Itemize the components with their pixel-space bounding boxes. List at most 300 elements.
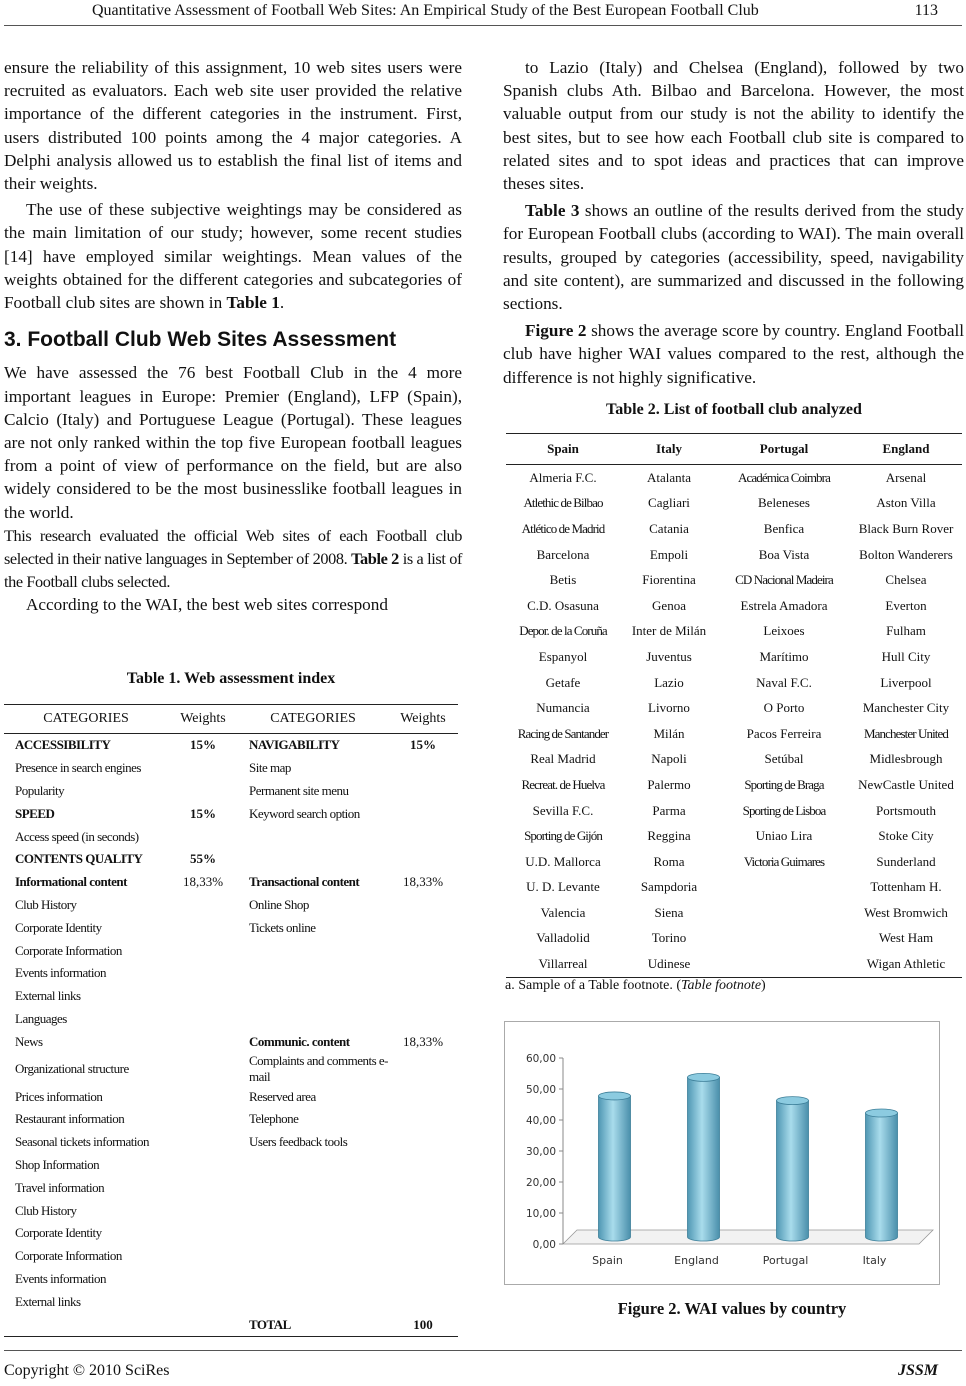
table-row [4, 985, 458, 1008]
table-cell: Tottenham H. [870, 879, 942, 895]
y-tick-label: 50,00 [525, 1084, 556, 1096]
table-cell: Palermo [647, 776, 691, 792]
paragraph: to Lazio (Italy) and Chelsea (England), followed by two Spanish clubs Ath. Bilbao and Barcelona. However, the most valuable output from our study is not the ability to identify the best sites, but to see how each Football club site is compared to related sites and to spot ideas and practices that can improve theses sites. [503, 58, 964, 194]
table-cell [388, 1176, 458, 1199]
right-column-text [503, 56, 964, 389]
table-cell: Black Burn Rover [858, 520, 954, 536]
table-row [506, 644, 962, 670]
table-row [4, 848, 458, 871]
table-cell: Restaurant information [15, 1111, 125, 1127]
bar-chart [505, 1022, 939, 1284]
table-row [4, 1108, 458, 1131]
table-row [4, 1176, 458, 1199]
table-cell: Setúbal [764, 751, 804, 767]
table-cell [168, 1053, 238, 1085]
table-cell: 18,33% [402, 874, 444, 890]
table-cell: Depor. de la Coruña [519, 623, 607, 639]
bar-spain [599, 1092, 631, 1241]
header-cell: Spain [506, 434, 620, 465]
table-cell: Inter de Milán [631, 623, 707, 639]
table-cell [238, 962, 388, 985]
table-row [506, 849, 962, 875]
paragraph-text: shows an outline of the results derived from the study for European Football clubs (according to WAI). The main overall results, grouped by categories (accessibility, speed, navigability and site content), are summarized and discussed in the following sections. [503, 201, 964, 314]
table-cell: C.D. Osasuna [527, 597, 599, 613]
bar-body [777, 1101, 809, 1241]
table-cell: 15% [190, 805, 216, 821]
table-cell: Livorno [648, 700, 690, 716]
table-cell: Racing de Santander [517, 725, 609, 741]
table-cell [388, 1245, 458, 1268]
table-cell: Udinese [620, 951, 718, 977]
header-cell: CATEGORIES [238, 705, 388, 734]
table-row [506, 619, 962, 645]
table-cell [388, 1085, 458, 1108]
table-cell: Villarreal [506, 951, 620, 977]
table-cell: Atalanta [646, 469, 692, 485]
table-cell: Leixoes [763, 623, 805, 639]
footnote-text: a. Sample of a Table footnote. ( [505, 978, 682, 993]
table-cell: Uniao Lira [755, 828, 813, 844]
table-cell: 18,33% [182, 874, 224, 890]
table-cell [388, 1154, 458, 1177]
table-cell: Milán [653, 725, 685, 741]
table-row [506, 593, 962, 619]
paragraph [503, 199, 964, 315]
table-cell: Benfica [763, 520, 805, 536]
table-cell [238, 1268, 388, 1291]
table-cell [388, 1131, 458, 1154]
table-cell: Pacos Ferreira [746, 725, 822, 741]
table-row [4, 825, 458, 848]
table-cell [168, 1290, 238, 1313]
table-cell: Reserved area [249, 1088, 316, 1104]
footer-rule [4, 1350, 962, 1351]
table-row [4, 1313, 458, 1336]
table-cell: CONTENTS QUALITY [15, 851, 143, 867]
table-cell: ACCESSIBILITY [15, 737, 111, 753]
table-cell [168, 1222, 238, 1245]
table-cell: Liverpool [880, 674, 932, 690]
table-cell: 18,33% [402, 1033, 444, 1049]
table-cell: Almeria F.C. [529, 469, 597, 485]
table-cell: Sporting de Lisboa [742, 802, 826, 818]
bar-top [599, 1092, 631, 1100]
x-tick-label: Spain [592, 1254, 623, 1267]
table-row [506, 516, 962, 542]
header-cell: Italy [620, 434, 718, 465]
paragraph [4, 198, 462, 314]
table-cell: Valladolid [536, 930, 590, 946]
table-cell [238, 848, 388, 871]
table-cell: Sporting de Gijón [524, 828, 602, 844]
table-cell [168, 780, 238, 803]
x-tick-label: England [674, 1254, 719, 1267]
table-cell: Keyword search option [249, 805, 360, 821]
table-cell: Communic. content [249, 1033, 350, 1049]
table-cell: 15% [190, 737, 216, 753]
table-cell: Victoria Guimares [743, 853, 825, 869]
table-cell [168, 1199, 238, 1222]
left-column-text [4, 56, 462, 617]
table-row [506, 772, 962, 798]
table-cell: External links [15, 1293, 81, 1309]
table-cell: Corporate Identity [15, 919, 102, 935]
table-cell: Online Shop [249, 896, 309, 912]
table-cell: Betis [549, 572, 577, 588]
table-row [4, 1008, 458, 1031]
table-cell: Shop Information [15, 1156, 100, 1172]
table-cell [168, 1131, 238, 1154]
table-row [4, 734, 458, 757]
table-reference: Table 1 [226, 293, 280, 313]
web-assessment-table [4, 704, 458, 1337]
bar-body [688, 1077, 720, 1241]
table-cell: Naval F.C. [756, 674, 812, 690]
table-cell: Fiorentina [642, 572, 696, 588]
journal-name: JSSM [897, 1362, 938, 1379]
table-row [4, 1053, 458, 1085]
table-cell: Events information [15, 1270, 107, 1286]
paragraph: According to the WAI, the best web sites correspond [26, 595, 388, 615]
table-cell: Atlético de Madrid [521, 520, 605, 536]
paragraph-text: shows the average score by country. England Football club have higher WAI values compared to the rest, although the difference is not highly significative. [503, 321, 964, 387]
table-cell: Telephone [249, 1111, 299, 1127]
table-cell: Juventus [646, 648, 692, 664]
table-row [506, 926, 962, 952]
table-footnote [505, 978, 766, 994]
table-cell: Access speed (in seconds) [15, 828, 139, 844]
table-cell [238, 1008, 388, 1031]
table-cell: NewCastle United [858, 776, 954, 792]
table-cell: U. D. Levante [526, 879, 600, 895]
table-cell: Midlesbrough [869, 751, 943, 767]
running-title: Quantitative Assessment of Football Web Sites: An Empirical Study of the Best European Football Club [92, 2, 759, 19]
figure-reference: Figure 2 [525, 321, 587, 341]
table-row [4, 780, 458, 803]
table-cell: Permanent site menu [249, 782, 349, 798]
table-cell [168, 894, 238, 917]
table-cell: Users feedback tools [249, 1134, 348, 1150]
y-tick-label: 20,00 [525, 1177, 556, 1189]
table-cell [388, 894, 458, 917]
table-cell [168, 1085, 238, 1108]
footnote-italic: Table footnote [681, 978, 762, 993]
table-cell: Events information [15, 965, 107, 981]
table-cell [388, 780, 458, 803]
table-cell: Corporate Information [15, 942, 122, 958]
table2-caption: Table 2. List of football club analyzed [606, 401, 862, 418]
table-cell [168, 1313, 238, 1336]
table-cell: U.D. Mallorca [525, 853, 601, 869]
table-row [506, 747, 962, 773]
table-row [506, 721, 962, 747]
table-row [506, 542, 962, 568]
table-cell [388, 916, 458, 939]
header-cell: Portugal [718, 434, 850, 465]
table-cell: Numancia [536, 700, 590, 716]
figure-caption: Figure 2. WAI values by country [617, 1299, 847, 1318]
table-row [4, 757, 458, 780]
table-cell: Barcelona [536, 546, 590, 562]
table-cell: Marítimo [759, 648, 809, 664]
table-row [4, 1030, 458, 1053]
table-cell [388, 1108, 458, 1131]
table-cell [4, 1313, 168, 1336]
table-cell [168, 1008, 238, 1031]
paragraph [503, 319, 964, 389]
table-cell: Aston Villa [876, 495, 936, 511]
table-cell: Corporate Identity [15, 1225, 102, 1241]
table-cell: Informational content [15, 874, 127, 890]
table-cell: Roma [653, 853, 685, 869]
table-header-row [506, 434, 962, 465]
paragraph-text: is a list of the Football clubs selected. [4, 549, 462, 592]
table-row [506, 798, 962, 824]
table-cell: Site map [249, 760, 291, 776]
table-cell: Chelsea [885, 572, 927, 588]
table-row [506, 670, 962, 696]
bar-top [688, 1073, 720, 1081]
table-cell [238, 1245, 388, 1268]
paragraph-text: This research evaluated the official Web sites of each Football club selected in their native languages in September of 2008. [4, 525, 462, 569]
table-cell: Bolton Wanderers [859, 546, 953, 562]
table-cell: Portsmouth [876, 802, 936, 818]
table-cell: Presence in search engines [15, 760, 141, 776]
table-cell: Genoa [652, 597, 686, 613]
bar-portugal [777, 1097, 809, 1241]
table-row [4, 871, 458, 894]
header-cell: CATEGORIES [4, 705, 168, 734]
table-cell: Recreat. de Huelva [521, 776, 605, 792]
table-cell: Wigan Athletic [850, 951, 962, 977]
table-cell: News [15, 1033, 43, 1049]
table-row [4, 1085, 458, 1108]
table-row [4, 1199, 458, 1222]
table-cell [238, 939, 388, 962]
table-cell: West Ham [878, 930, 934, 946]
y-tick-label: 0,00 [532, 1239, 556, 1251]
table-cell: Parma [652, 802, 686, 818]
table-cell: Real Madrid [530, 751, 596, 767]
table-cell: Languages [15, 1010, 67, 1026]
table-cell: Torino [651, 930, 687, 946]
table-cell [718, 875, 850, 901]
table-cell: 15% [410, 737, 436, 753]
table-cell: Fulham [886, 623, 926, 639]
table-row [4, 916, 458, 939]
table-cell: Beleneses [758, 495, 810, 511]
table-cell: Siena [654, 904, 684, 920]
table-row [506, 900, 962, 926]
table-cell: 100 [388, 1313, 458, 1336]
table-cell [168, 1176, 238, 1199]
paragraph: We have assessed the 76 best Football Club in the 4 more important leagues in Europe: Premier (England), LFP (Spain), Calcio (Italy) and Portuguese League (Portugal). These leagues are not only ranked within the top five European football leagues from a point of view of performance on the field, but are also widely considered to be the most businesslike football leagues in the world. [4, 363, 462, 522]
table-cell: Transactional content [249, 874, 360, 890]
table-row [506, 491, 962, 517]
table-cell: Hull City [881, 648, 931, 664]
table-cell [168, 1268, 238, 1291]
table-row [4, 1268, 458, 1291]
table-cell: Club History [15, 1202, 77, 1218]
table-cell [388, 1222, 458, 1245]
table-cell: Sevilla F.C. [532, 802, 594, 818]
table-cell: Travel information [15, 1179, 105, 1195]
y-tick-label: 30,00 [525, 1146, 556, 1158]
page-footer [4, 1362, 938, 1380]
table-cell: Manchester City [862, 700, 950, 716]
page-header [0, 2, 966, 24]
header-rule [4, 25, 962, 26]
table-cell [388, 1008, 458, 1031]
table-cell [388, 757, 458, 780]
figure-2-chart [504, 1021, 940, 1285]
table-cell [238, 1154, 388, 1177]
table-cell [168, 1108, 238, 1131]
table-row [4, 802, 458, 825]
table-cell: Corporate Information [15, 1248, 122, 1264]
table-cell [388, 985, 458, 1008]
table-cell: Cagliari [648, 495, 690, 511]
table-cell: Tickets online [249, 919, 316, 935]
table-cell [168, 1154, 238, 1177]
table-cell [168, 985, 238, 1008]
table-row [4, 962, 458, 985]
table-cell: 55% [190, 851, 216, 867]
table-cell [388, 1290, 458, 1313]
table-cell: Lazio [654, 674, 684, 690]
table-cell [388, 825, 458, 848]
table-cell: Stoke City [878, 828, 934, 844]
table-row [506, 823, 962, 849]
table-cell [388, 939, 458, 962]
table-cell: O Porto [763, 700, 805, 716]
bar-england [688, 1073, 720, 1241]
bar-top [866, 1109, 898, 1117]
table-row [506, 951, 962, 977]
paragraph [4, 524, 462, 594]
table-cell [388, 848, 458, 871]
table-cell: Sunderland [876, 853, 936, 869]
paragraph: ensure the reliability of this assignment, 10 web sites users were recruited as evaluators. Each web site user provided the relative importance of the different categories in the instrument. First, users distributed 100 points among the 4 major categories. A Delphi analysis allowed us to establish the final list of items and their weights. [4, 58, 462, 194]
table-row [4, 1245, 458, 1268]
table-row [4, 1222, 458, 1245]
table-cell: CD Nacional Madeira [735, 572, 833, 588]
table-cell: Manchester United [864, 725, 948, 741]
table-cell [168, 757, 238, 780]
table-cell: Club History [15, 896, 77, 912]
table-row [4, 1131, 458, 1154]
page-number: 113 [914, 2, 938, 19]
table-cell: Estrela Amadora [740, 597, 828, 613]
bar-italy [866, 1109, 898, 1241]
table-cell: Valencia [540, 904, 586, 920]
table-cell: Catania [649, 520, 689, 536]
table-cell [388, 962, 458, 985]
table-cell [718, 926, 850, 952]
table-cell: Seasonal tickets information [15, 1134, 150, 1150]
table-cell: Getafe [545, 674, 581, 690]
table-cell: Popularity [15, 782, 65, 798]
table1-caption: Table 1. Web assessment index [126, 670, 336, 687]
x-tick-label: Portugal [762, 1254, 809, 1267]
table-cell: NAVIGABILITY [249, 737, 340, 753]
table-cell: Académica Coimbra [738, 469, 830, 485]
table-cell: Empoli [649, 546, 689, 562]
table-cell: External links [15, 988, 81, 1004]
bar-top [777, 1097, 809, 1105]
header-cell: Weights [388, 705, 458, 734]
paragraph-text: . [279, 293, 285, 313]
table-cell [388, 802, 458, 825]
table-cell [168, 939, 238, 962]
table-cell: Napoli [651, 751, 687, 767]
table-cell [238, 1176, 388, 1199]
table-cell: Reggina [647, 828, 691, 844]
bar-body [599, 1096, 631, 1241]
table-cell: Atlethic de Bilbao [523, 495, 603, 511]
table-row [506, 465, 962, 491]
table-cell: Everton [885, 597, 927, 613]
y-tick-label: 60,00 [525, 1053, 556, 1065]
table-row [506, 695, 962, 721]
table-cell [388, 1268, 458, 1291]
table-cell [718, 951, 850, 977]
y-tick-label: 40,00 [525, 1115, 556, 1127]
header-cell: Weights [168, 705, 238, 734]
table-row [506, 567, 962, 593]
section-heading: 3. Football Club Web Sites Assessment [4, 328, 397, 352]
football-club-table [506, 433, 962, 978]
table-cell [238, 1290, 388, 1313]
table-cell: Prices information [15, 1088, 103, 1104]
table-cell [238, 1199, 388, 1222]
copyright: Copyright © 2010 SciRes [4, 1362, 170, 1379]
table-row [4, 1154, 458, 1177]
table-cell: TOTAL [238, 1313, 388, 1336]
table-cell [238, 825, 388, 848]
bar-body [866, 1113, 898, 1241]
table-cell: SPEED [15, 805, 55, 821]
table-row [4, 939, 458, 962]
table-cell: Sampdoria [640, 879, 698, 895]
table-cell: Boa Vista [758, 546, 810, 562]
table-row [506, 875, 962, 901]
table-cell: West Bromwich [864, 904, 948, 920]
table-cell [238, 1222, 388, 1245]
x-tick-label: Italy [862, 1254, 887, 1267]
table-row [4, 894, 458, 917]
table-cell: Sporting de Braga [744, 776, 824, 792]
table-cell: Espanyol [538, 648, 588, 664]
header-cell: England [850, 434, 962, 465]
table-cell [718, 900, 850, 926]
table-cell: Organizational structure [15, 1061, 129, 1077]
table-cell [168, 1245, 238, 1268]
table-cell [388, 1053, 458, 1085]
table-cell: Arsenal [885, 469, 927, 485]
y-tick-label: 10,00 [525, 1208, 556, 1220]
table-cell [238, 985, 388, 1008]
table-cell [168, 962, 238, 985]
table-reference: Table 3 [525, 201, 580, 221]
table-header-row [4, 705, 458, 734]
table-cell [388, 1199, 458, 1222]
table-cell [168, 916, 238, 939]
table-cell [168, 1030, 238, 1053]
table-reference: Table 2 [351, 549, 399, 569]
footnote-text: ) [761, 978, 766, 993]
table-row [4, 1290, 458, 1313]
